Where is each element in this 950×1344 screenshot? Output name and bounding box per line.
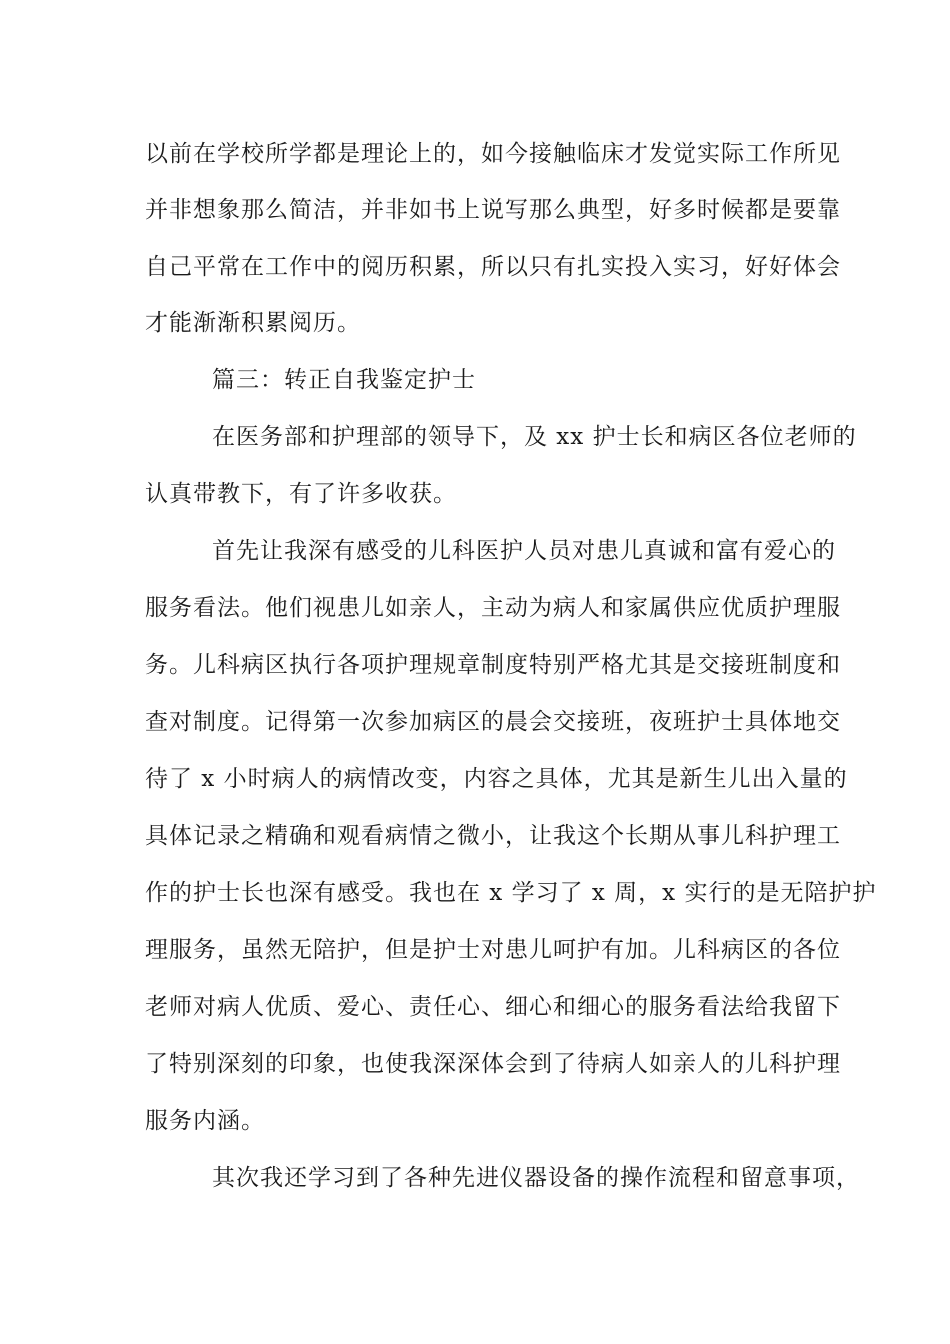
paragraph-line: 作的护士长也深有感受。我也在 x 学习了 x 周，x 实行的是无陪护护 xyxy=(145,880,877,906)
paragraph-line: 并非想象那么简洁，并非如书上说写那么典型，好多时候都是要靠 xyxy=(145,197,841,223)
paragraph-line: 务。儿科病区执行各项护理规章制度特别严格尤其是交接班制度和 xyxy=(145,652,841,678)
section-heading: 篇三：转正自我鉴定护士 xyxy=(212,367,476,393)
paragraph-line: 服务看法。他们视患儿如亲人，主动为病人和家属供应优质护理服 xyxy=(145,595,841,621)
paragraph-line: 服务内涵。 xyxy=(145,1108,265,1134)
paragraph-line: 在医务部和护理部的领导下，及 xx 护士长和病区各位老师的 xyxy=(212,424,857,450)
paragraph-line: 老师对病人优质、爱心、责任心、细心和细心的服务看法给我留下 xyxy=(145,994,841,1020)
paragraph-line: 才能渐渐积累阅历。 xyxy=(145,310,361,336)
paragraph-line: 其次我还学习到了各种先进仪器设备的操作流程和留意事项， xyxy=(212,1165,860,1191)
paragraph-line: 理服务，虽然无陪护，但是护士对患儿呵护有加。儿科病区的各位 xyxy=(145,937,841,963)
paragraph-line: 以前在学校所学都是理论上的，如今接触临床才发觉实际工作所见 xyxy=(145,141,841,167)
paragraph-line: 首先让我深有感受的儿科医护人员对患儿真诚和富有爱心的 xyxy=(212,538,836,564)
paragraph-line: 自己平常在工作中的阅历积累，所以只有扎实投入实习，好好体会 xyxy=(145,254,841,280)
paragraph-line: 认真带教下，有了许多收获。 xyxy=(145,481,457,507)
paragraph-line: 了特别深刻的印象，也使我深深体会到了待病人如亲人的儿科护理 xyxy=(145,1051,841,1077)
paragraph-line: 具体记录之精确和观看病情之微小，让我这个长期从事儿科护理工 xyxy=(145,823,841,849)
paragraph-line: 查对制度。记得第一次参加病区的晨会交接班，夜班护士具体地交 xyxy=(145,709,841,735)
paragraph-line: 待了 x 小时病人的病情改变，内容之具体，尤其是新生儿出入量的 xyxy=(145,766,848,792)
